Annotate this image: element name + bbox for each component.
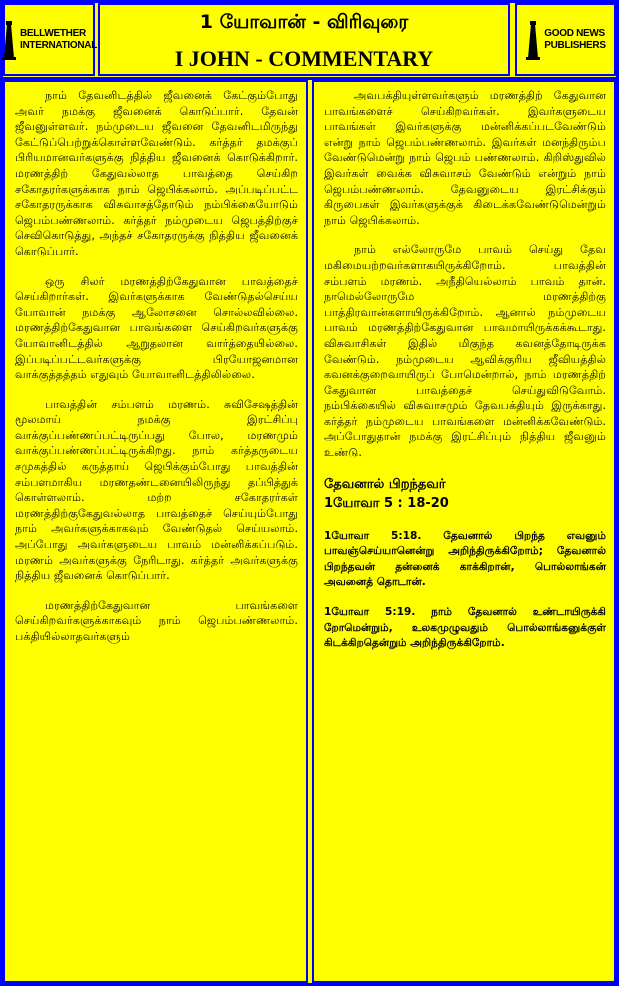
paragraph: மரணத்திற்கேதுவான பாவங்களை செய்கிறவர்களுக்காகவும் நாம் ஜெபம்பண்ணலாம். பக்தியில்லாதவர்களும் <box>15 598 298 643</box>
section-heading-title: தேவனால் பிறந்தவர் <box>324 476 446 492</box>
title-tamil: 1 யோவான் - விரிவுரை <box>199 11 409 33</box>
lighthouse-icon <box>525 20 541 60</box>
title-box <box>98 3 510 76</box>
logo-right-line1: GOOD NEWS <box>544 27 605 39</box>
paragraph: நாம் எல்லோருமே பாவம் செய்து தேவ மகிமையற்றவர்களாகயிருக்கிறோம். பாவத்தின் சம்பளம் மரணம். அநீதியெல்லாம் பாவம் தான். நாமெல்லோருமே மரணத்திற்கு பாத்திரவான்களாயிருக்கிறோம். ஆனால் நம்முடைய பாவம் மரணத்திற்கேதுவான பாவமாயிருக்கக்கூடாது. விசுவாசிகள் இதில் மிகுந்த கவனத்தோடிருக்க வேண்டும். நம்முடைய ஆவிக்குரிய ஜீவியத்தில் கவனக்குறைவாயிருப் போமென்றால், நாம் மரணத்திற் கேதுவான பாவத்தைச் செய்துவிடுவோம். நம்பிக்கையில் விசுவாசமும் தேவபக்தியும் இருக்காது. கர்த்தர் நம்முடைய பாவங்களை மன்னிக்கவேண்டும். அப்போதுதான் நமக்கு இரட்சிப்பும் நித்திய ஜீவனும் உண்டு. <box>324 243 606 460</box>
verse: 1யோவா 5:19. நாம் தேவனால் உண்டாயிருக்கி றோமென்றும், உலகமுழுவதும் பொல்லாங்கனுக்குள் கிடக்கிறதென்றும் அறிந்திருக்கிறோம். <box>324 606 606 650</box>
paragraph: பாவத்தின் சம்பளம் மரணம். சுவிசேஷத்தின் மூலமாய் நமக்கு இரட்சிப்பு வாக்குப்பண்ணப்பட்டிருப்பது போல, மரணமும் வாக்குப்பண்ணப்பட்டிருக்கிறது. நாம் கர்த்தருடைய சமுகத்தில் கருத்தாய் ஜெபிக்கும்போது பாவத்தின் சம்பளமாகிய மரணதண்டனையிலிருந்து தப்பித்துக் கொள்ளலாம். மற்ற சகோதரர்கள் மரணத்திற்குகேதுவல்லாத பாவத்தைச் செய்யும்போது நாம் அவர்களுக்காகவும் வேண்டுதல் செய்யலாம். அப்போது அவர்களுடைய பாவம் மன்னிக்கப்படும். மரணம் அவர்களுக்கு நேரிடாது. கர்த்தர் அவர்களுக்கு நித்திய ஜீவனைக் கொடுப்பார். <box>15 397 298 583</box>
header <box>0 0 619 79</box>
logo-right-line2: PUBLISHERS <box>544 39 606 51</box>
section-heading <box>324 475 606 513</box>
left-column <box>3 80 308 983</box>
section-heading-reference: 1யோவா 5 : 18-20 <box>324 495 449 511</box>
title-english: I JOHN - COMMENTARY <box>174 46 434 71</box>
logo-left-line2: INTERNATIONAL <box>19 39 98 51</box>
paragraph: ஒரு சிலர் மரணத்திற்கேதுவான பாவத்தைச் செய்கிறார்கள். இவர்களுக்காக வேண்டுதல்செய்ய யோவான் நமக்கு ஆலோசனை சொல்லவில்லை. மரணத்திற்கேதுவான பாவங்களை செய்கிறவர்களுக்கு யோவானிடத்தில் ஆறுதலான வார்த்தையில்லை. இப்படிப்பட்டவர்களுக்கு பிரயோஜனமான வாக்குத்தத்தம் எதுவும் யோவானிடத்திலில்லை. <box>15 274 298 382</box>
good-news-logo <box>515 3 616 76</box>
bellwether-logo <box>3 3 98 76</box>
logo-left-line1: BELLWETHER <box>19 27 86 39</box>
right-column <box>312 80 616 983</box>
paragraph: நாம் தேவனிடத்தில் ஜீவனைக் கேட்கும்போது அவர் நமக்கு ஜீவனைக் கொடுப்பார். தேவன் ஜீவனுள்ளவர். நம்முடைய ஜீவனை தேவனிடமிருந்து கேட்டுப்பெற்றுக்கொள்ளவேண்டும். கர்த்தர் தமக்குப் பிரியமானவர்களுக்கு நித்திய ஜீவனைக் கொடுக்கிறார். மரணத்திற் கேதுவல்லாத பாவத்தை செய்கிற சகோதரர்களுக்காக நாம் ஜெபிக்கலாம். அப்படிப்பட்ட சகோதரருக்காக விசுவாசத்தோடும் நம்பிக்கையோடும் ஜெபம்பண்ணலாம். கர்த்தர் நம்முடைய ஜெபத்திற்குச் செவிகொடுத்து, அந்தச் சகோதரருக்கு நித்திய ஜீவனைக் கொடுப்பார். <box>15 89 298 258</box>
lighthouse-icon <box>1 20 17 60</box>
paragraph: அவபக்தியுள்ளவர்களும் மரணத்திற் கேதுவான பாவங்களைச் செய்கிறவர்கள். இவர்களுடைய பாவங்கள் இவர்களுக்கு மன்னிக்கப்படவேண்டும் என்று நாம் ஜெபம்பண்ணலாம். இவர்கள் மனந்திரும்ப வேண்டுமென்று நாம் ஜெபம் பண்ணலாம். கிறிஸ்துவில் இவர்கள் வைக்க விசுவாசம் வேண்டும் என்றும் நாம் ஜெபம்பண்ணலாம். தேவனுடைய இரட்சிக்கும் கிருபைகள் இவர்களுக்குக் கிடைக்கவேண்டுமென்றும் நாம் ஜெபிக்கலாம். <box>324 89 606 227</box>
verse: 1யோவா 5:18. தேவனால் பிறந்த எவனும் பாவஞ்செய்யானென்று அறிந்திருக்கிறோம்; தேவனால் பிறந்தவன் தன்னைக் காக்கிறான், பொல்லாங்கன் அவனைத் தொடான். <box>324 529 606 589</box>
